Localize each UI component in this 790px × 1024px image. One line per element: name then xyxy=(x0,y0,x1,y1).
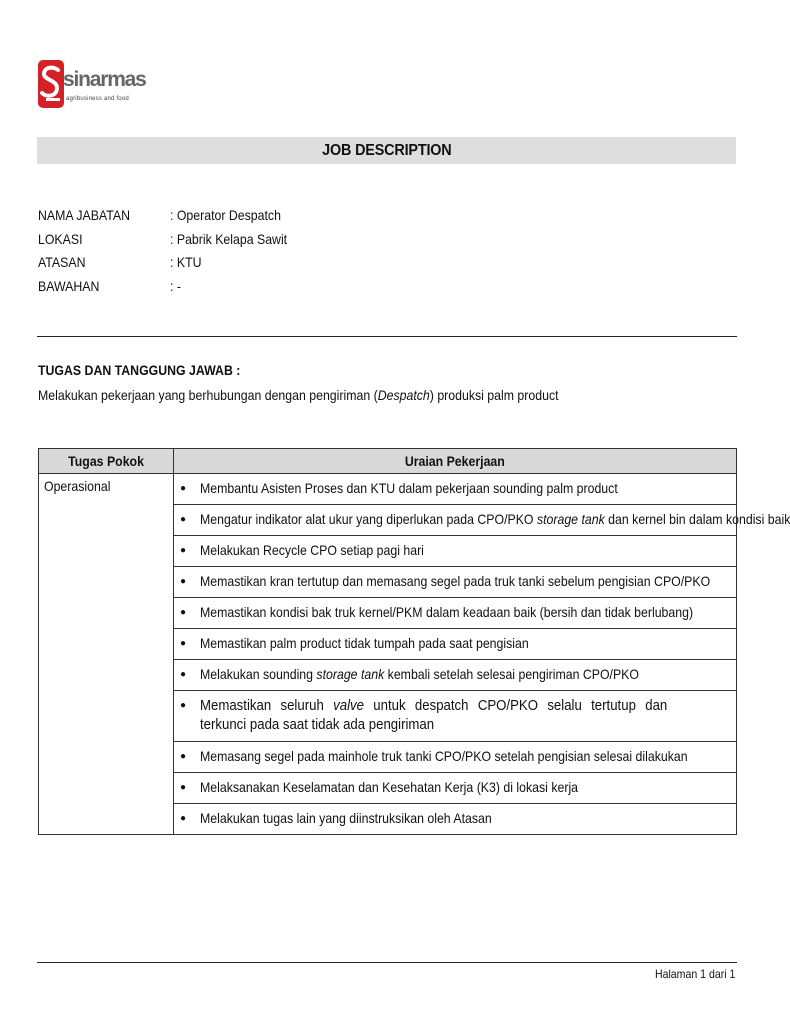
task-cell xyxy=(174,691,737,742)
info-label: ATASAN xyxy=(38,254,86,270)
task-cell xyxy=(174,629,737,660)
bullet-icon: ● xyxy=(180,483,187,494)
task-cell xyxy=(174,474,737,505)
header-label: Tugas Pokok xyxy=(68,453,144,469)
document-title: JOB DESCRIPTION xyxy=(321,141,452,159)
tasks-table xyxy=(38,448,790,835)
section-heading: TUGAS DAN TANGGUNG JAWAB : xyxy=(38,362,241,378)
header-uraian-pekerjaan xyxy=(174,449,737,474)
bullet-icon: ● xyxy=(180,782,187,793)
bullet-icon: ● xyxy=(180,813,187,824)
section-divider xyxy=(37,336,737,337)
bullet-icon: ● xyxy=(180,514,187,525)
info-value: : - xyxy=(170,277,181,294)
task-text: Memastikan kondisi bak truk kernel/PKM dalam keadaan baik (bersih dan tidak berlubang) xyxy=(200,604,694,620)
bullet-icon: ● xyxy=(180,638,187,649)
info-label: NAMA JABATAN xyxy=(38,207,130,223)
bullet-icon: ● xyxy=(180,669,187,680)
task-cell xyxy=(174,660,737,691)
task-text: Melakukan tugas lain yang diinstruksikan oleh Atasan xyxy=(200,810,492,826)
desc-text-after: ) produksi palm product xyxy=(429,387,559,403)
sinarmas-logo xyxy=(37,58,147,110)
bullet-icon: ● xyxy=(180,700,187,711)
task-text: Mengatur indikator alat ukur yang diperlukan pada CPO/PKO storage tank dan kernel bin dalam kondisi baik xyxy=(200,511,790,527)
page-number: Halaman 1 dari 1 xyxy=(654,967,735,981)
task-text: Melakukan sounding storage tank kembali setelah selesai pengiriman CPO/PKO xyxy=(200,666,639,682)
task-text: Melaksanakan Keselamatan dan Kesehatan Kerja (K3) di lokasi kerja xyxy=(200,779,579,795)
title-bar xyxy=(37,137,736,164)
header-tugas-pokok xyxy=(39,449,174,474)
task-text: Memastikan palm product tidak tumpah pada saat pengisian xyxy=(200,635,529,651)
category-cell xyxy=(39,474,174,835)
section-description xyxy=(38,387,559,403)
bullet-icon: ● xyxy=(180,576,187,587)
task-cell xyxy=(174,773,737,804)
logo-brand-text: sinarmas xyxy=(63,68,146,91)
header-label: Uraian Pekerjaan xyxy=(405,453,505,469)
task-cell xyxy=(174,742,737,773)
task-text: Memastikan seluruh valve untuk despatch CPO/PKO selalu tertutup dan terkunci pada saat tidak ada pengiriman xyxy=(200,697,668,733)
bullet-icon: ● xyxy=(180,751,187,762)
category-label: Operasional xyxy=(44,478,111,494)
logo-tagline: agribusiness and food xyxy=(66,96,129,102)
task-cell xyxy=(174,567,737,598)
task-cell xyxy=(174,598,737,629)
task-text: Memastikan kran tertutup dan memasang segel pada truk tanki sebelum pengisian CPO/PKO xyxy=(200,573,711,589)
task-text: Membantu Asisten Proses dan KTU dalam pekerjaan sounding palm product xyxy=(200,480,618,496)
desc-text-before: Melakukan pekerjaan yang berhubungan dengan pengiriman ( xyxy=(38,387,378,403)
info-value: : Operator Despatch xyxy=(170,207,281,223)
info-label: BAWAHAN xyxy=(38,277,100,294)
table-row xyxy=(39,474,737,505)
table-header-row xyxy=(39,449,737,474)
desc-text-emphasis: Despatch xyxy=(377,387,430,403)
task-cell xyxy=(174,505,790,536)
info-value: : Pabrik Kelapa Sawit xyxy=(170,230,288,247)
bullet-icon: ● xyxy=(180,545,187,556)
task-text: Melakukan Recycle CPO setiap pagi hari xyxy=(200,542,424,558)
info-value: : KTU xyxy=(170,254,202,270)
bullet-icon: ● xyxy=(180,607,187,618)
task-cell xyxy=(174,536,737,567)
info-label: LOKASI xyxy=(38,230,83,247)
task-cell xyxy=(174,804,737,835)
footer-divider xyxy=(37,962,737,963)
task-text: Memasang segel pada mainhole truk tanki CPO/PKO setelah pengisian selesai dilakukan xyxy=(200,748,688,764)
